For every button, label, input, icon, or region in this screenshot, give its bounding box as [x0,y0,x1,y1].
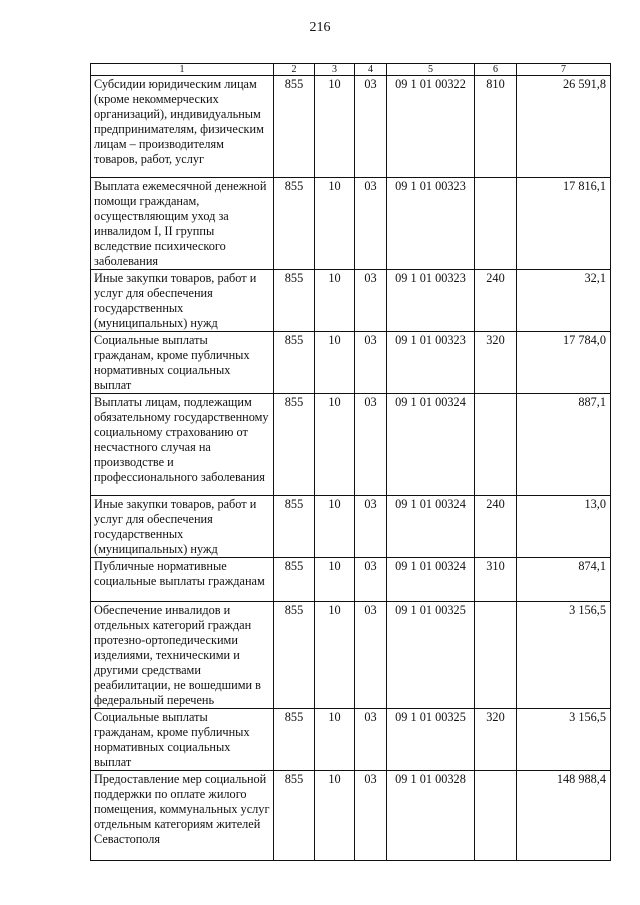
expense-type-code-cell: 240 [475,270,517,332]
section-code-cell: 10 [315,496,355,558]
department-code-cell: 855 [274,558,315,602]
expense-name-cell: Социальные выплаты гражданам, кроме публичных нормативных социальных выплат [91,332,274,394]
expense-name-cell: Иные закупки товаров, работ и услуг для обеспечения государственных (муниципальных) нужд [91,496,274,558]
amount-cell: 26 591,8 [517,76,611,178]
page-number: 216 [309,20,331,35]
header-col-4: 4 [355,64,387,76]
table-row [91,709,611,771]
department-code-cell: 855 [274,771,315,861]
target-article-code-cell: 09 1 01 00325 [387,709,475,771]
target-article-code-cell: 09 1 01 00322 [387,76,475,178]
subsection-code-cell: 03 [355,178,387,270]
expense-name-cell: Публичные нормативные социальные выплаты гражданам [91,558,274,602]
subsection-code-cell: 03 [355,709,387,771]
table-row [91,332,611,394]
table-row [91,558,611,602]
section-code-cell: 10 [315,178,355,270]
amount-cell: 13,0 [517,496,611,558]
amount-cell: 3 156,5 [517,709,611,771]
expense-type-code-cell: 240 [475,496,517,558]
section-code-cell: 10 [315,558,355,602]
expense-type-code-cell: 320 [475,332,517,394]
expense-type-code-cell [475,771,517,861]
subsection-code-cell: 03 [355,558,387,602]
department-code-cell: 855 [274,270,315,332]
target-article-code-cell: 09 1 01 00324 [387,558,475,602]
expense-type-code-cell: 320 [475,709,517,771]
section-code-cell: 10 [315,771,355,861]
amount-cell: 17 784,0 [517,332,611,394]
subsection-code-cell: 03 [355,76,387,178]
header-col-2: 2 [274,64,315,76]
section-code-cell: 10 [315,602,355,709]
subsection-code-cell: 03 [355,496,387,558]
department-code-cell: 855 [274,709,315,771]
subsection-code-cell: 03 [355,771,387,861]
department-code-cell: 855 [274,602,315,709]
table-row [91,76,611,178]
amount-cell: 874,1 [517,558,611,602]
budget-table [90,63,611,861]
subsection-code-cell: 03 [355,394,387,496]
expense-type-code-cell: 810 [475,76,517,178]
department-code-cell: 855 [274,332,315,394]
expense-type-code-cell [475,178,517,270]
table-row [91,270,611,332]
section-code-cell: 10 [315,76,355,178]
subsection-code-cell: 03 [355,332,387,394]
header-col-6: 6 [475,64,517,76]
header-col-3: 3 [315,64,355,76]
subsection-code-cell: 03 [355,602,387,709]
department-code-cell: 855 [274,496,315,558]
target-article-code-cell: 09 1 01 00328 [387,771,475,861]
expense-name-cell: Обеспечение инвалидов и отдельных категорий граждан протезно-ортопедическими изделиями, техническими и другими средствами реабилитации, не вошедшими в федеральный перечень [91,602,274,709]
section-code-cell: 10 [315,270,355,332]
expense-name-cell: Выплата ежемесячной денежной помощи гражданам, осуществляющим уход за инвалидом I, II группы вследствие психического заболевания [91,178,274,270]
table-row [91,496,611,558]
expense-name-cell: Иные закупки товаров, работ и услуг для обеспечения государственных (муниципальных) нужд [91,270,274,332]
expense-type-code-cell [475,602,517,709]
department-code-cell: 855 [274,394,315,496]
table-row [91,394,611,496]
header-row [91,64,611,76]
table-row [91,771,611,861]
target-article-code-cell: 09 1 01 00324 [387,394,475,496]
target-article-code-cell: 09 1 01 00325 [387,602,475,709]
section-code-cell: 10 [315,709,355,771]
target-article-code-cell: 09 1 01 00324 [387,496,475,558]
header-col-7: 7 [517,64,611,76]
table-row [91,602,611,709]
amount-cell: 887,1 [517,394,611,496]
expense-name-cell: Субсидии юридическим лицам (кроме некоммерческих организаций), индивидуальным предпринимателям, физическим лицам – производителям товаров, работ, услуг [91,76,274,178]
target-article-code-cell: 09 1 01 00323 [387,270,475,332]
expense-name-cell: Выплаты лицам, подлежащим обязательному государственному социальному страхованию от несчастного случая на производстве и профессионального заболевания [91,394,274,496]
target-article-code-cell: 09 1 01 00323 [387,178,475,270]
department-code-cell: 855 [274,76,315,178]
expense-name-cell: Социальные выплаты гражданам, кроме публичных нормативных социальных выплат [91,709,274,771]
amount-cell: 148 988,4 [517,771,611,861]
header-col-1: 1 [91,64,274,76]
amount-cell: 17 816,1 [517,178,611,270]
subsection-code-cell: 03 [355,270,387,332]
section-code-cell: 10 [315,394,355,496]
target-article-code-cell: 09 1 01 00323 [387,332,475,394]
expense-type-code-cell: 310 [475,558,517,602]
amount-cell: 3 156,5 [517,602,611,709]
table-row [91,178,611,270]
department-code-cell: 855 [274,178,315,270]
table-header [91,64,611,76]
table-body [91,76,611,861]
expense-type-code-cell [475,394,517,496]
section-code-cell: 10 [315,332,355,394]
header-col-5: 5 [387,64,475,76]
amount-cell: 32,1 [517,270,611,332]
expense-name-cell: Предоставление мер социальной поддержки по оплате жилого помещения, коммунальных услуг отдельным категориям жителей Севастополя [91,771,274,861]
